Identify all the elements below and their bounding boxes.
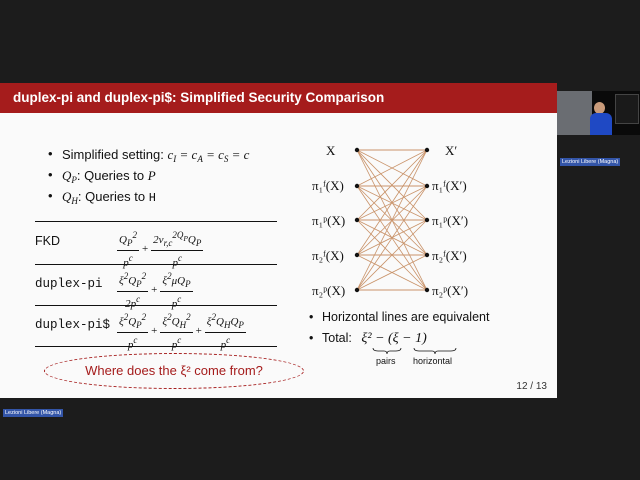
participant-video[interactable]	[557, 91, 640, 135]
presentation-slide	[0, 83, 557, 398]
slide-title: duplex-pi and duplex-pi$: Simplified Security Comparison	[0, 83, 557, 113]
left-node-label: π₁ᵖ(X)	[312, 213, 346, 228]
underbrace-horizontal	[413, 347, 457, 355]
right-node-label: π₂ᶠ(X′)	[432, 248, 467, 263]
left-node-label: X	[326, 143, 336, 158]
setting-math: $c_I = c_A = c_S = c$	[167, 147, 250, 164]
setting-bullets	[48, 147, 249, 210]
fkd-expression: $\frac{Q_P^2}{p^c}$ + $\frac{2\nu_{r,c}^{2Q_P}Q_P}{p^c}$	[119, 230, 202, 269]
bullet-qp: • $Q_P$: Queries to P	[48, 168, 249, 189]
right-node-label: π₁ᶠ(X′)	[432, 178, 467, 193]
table-row: duplex-pi $\frac{\xi^2Q_P^2}{2p^c}$ + $\frac{\xi^2\mu Q_P}{p^c}$	[35, 264, 277, 305]
bullet-setting: • Simplified setting: $c_I = c_A = c_S = c$	[48, 147, 249, 168]
left-node-label: π₂ᵖ(X)	[312, 283, 346, 298]
total-bullet: • Total: ξ² − (ξ − 1)	[322, 331, 427, 347]
bullet-qh: • $Q_H$: Queries to H	[48, 189, 249, 210]
graph-node	[355, 288, 359, 292]
graph-node	[425, 148, 429, 152]
duplex-pi-expression: $\frac{\xi^2Q_P^2}{2p^c}$ + $\frac{\xi^2\mu Q_P}{p^c}$	[119, 271, 191, 310]
question-oval: Where does the ξ² come from?	[44, 353, 304, 389]
horizontal-bullet: • Horizontal lines are equivalent	[322, 310, 489, 324]
pairs-note: pairs	[376, 356, 396, 366]
participant-name-tag: Lezioni Libere (Magna)	[562, 159, 619, 165]
graph-node	[355, 253, 359, 257]
page-number: 12 / 13	[516, 381, 547, 392]
graph-node	[355, 218, 359, 222]
graph-node	[425, 288, 429, 292]
right-node-label: π₂ᵖ(X′)	[432, 283, 469, 298]
right-node-label: X′	[445, 143, 458, 158]
table-row: FKD $\frac{Q_P^2}{p^c}$ + $\frac{2\nu_{r,c}^{2Q_P}Q_P}{p^c}$	[35, 221, 277, 264]
total-expression: ξ² − (ξ − 1)	[361, 331, 427, 346]
graph-node	[425, 218, 429, 222]
left-node-label: π₁ᶠ(X)	[312, 178, 344, 193]
table-row: duplex-pi$ $\frac{\xi^2Q_P^2}{p^c}$ + $\frac{\xi^2Q_H^2}{p^c}$ + $\frac{\xi^2Q_HQ_P}{p^c}$	[35, 305, 277, 347]
graph-node	[425, 253, 429, 257]
comparison-table	[35, 221, 277, 351]
left-node-label: π₂ᶠ(X)	[312, 248, 344, 263]
graph-node	[425, 184, 429, 188]
graph-node	[355, 148, 359, 152]
self-view-name-tag: Lezioni Libere (Magna)	[5, 410, 62, 416]
underbrace-pairs	[372, 347, 402, 355]
horizontal-note: horizontal	[413, 356, 453, 366]
duplex-pi-dollar-expression: $\frac{\xi^2Q_P^2}{p^c}$ + $\frac{\xi^2Q_H^2}{p^c}$ + $\frac{\xi^2Q_HQ_P}{p^c}$	[119, 312, 244, 351]
graph-node	[355, 184, 359, 188]
right-node-label: π₁ᵖ(X′)	[432, 213, 469, 228]
